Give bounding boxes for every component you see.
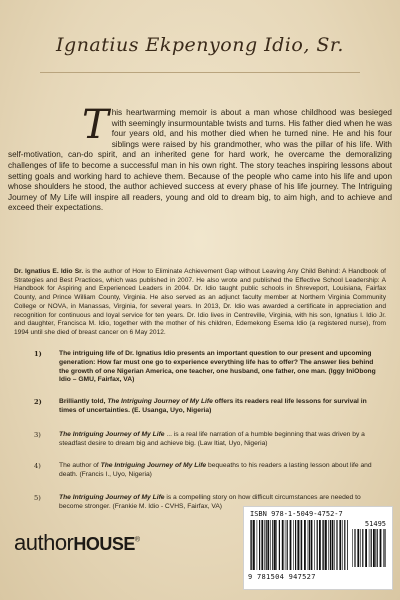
endorsement-number: 5)	[34, 493, 41, 502]
endorsement-text: ... is a real life narration of a humble beginning that was driven by a steadfast desire to dream big and achieve big. (Law Itiat, Uyo, Nigeria)	[59, 430, 365, 447]
endorsement-text: offers its readers real life lessons for survival in times of uncertainties. (E. Usanga, Uyo, Nigeria)	[59, 398, 367, 414]
endorsement-number: 3)	[34, 430, 41, 439]
ean-digits: 9 781504 947527	[248, 573, 316, 581]
logo-author-word: author	[14, 530, 74, 555]
endorsement-item	[14, 431, 382, 449]
price-code: 51495	[364, 520, 386, 528]
endorsement-item	[14, 350, 382, 385]
book-title: The Intriguing Journey of My Life	[59, 430, 165, 438]
endorsement-text: bequeaths to his readers a lasting lesson about life and death. (Francis I., Uyo, Nigeria)	[59, 462, 372, 479]
logo-house-word: HOUSE	[73, 534, 135, 554]
bio-text: is the author of How to Eliminate Achievement Gap without Leaving Any Child Behind: A Handbook of Strategies and Best Practices, which was published in 2007. He also wrote and published the Effective School Leadership: A Handbook for Aspiring and Experienced Leaders in 2004. Dr. Idio taught public schools in Shreveport, Louisiana, Fairfax County, and Prince William County, Virginia. He also served as an adjunct faculty member at Northern Virginia Community College or NOVA, in Manassas, Virginia, for several years. In 2013, Dr. Idio was awarded a certificate in appreciation and recognition for continuous and loyal service for ten years. Dr. Idio lives in Centreville, Virginia, with his son, Ignatius I. Idio Jr. and daughter, Francisca M. Idio, together with the mother of his children, Edemekong Esema Idio (a registered nurse), from 1994 until she died of breast cancer on 6 May 2012.	[14, 268, 386, 336]
endorsement-list	[14, 350, 382, 512]
author-bio	[14, 268, 386, 338]
isbn-barcode	[243, 506, 393, 590]
book-title: The Intriguing Journey of My Life	[59, 493, 165, 501]
author-name: Ignatius Ekpenyong Idio, Sr.	[56, 34, 344, 56]
endorsement-number: 4)	[34, 462, 41, 471]
logo-trademark: ®	[134, 536, 140, 544]
endorsement-item	[14, 462, 382, 480]
divider	[40, 72, 360, 73]
endorsement-number: 2)	[34, 398, 42, 407]
book-title: The Intriguing Journey of My Life	[100, 462, 207, 470]
endorsement-number: 1)	[34, 350, 42, 358]
endorsement-item	[14, 398, 382, 416]
drop-cap: T	[82, 102, 109, 148]
isbn-label: ISBN 978-1-5049-4752-7	[250, 510, 343, 518]
endorsement-text: is a compelling story on how difficult circumstances are needed to become stronger. (Frankie M. Idio - CVHS, Fairfax, VA)	[59, 493, 361, 510]
book-title: The Intriguing Journey of My Life	[107, 398, 213, 406]
bio-author-name: Dr. Ignatius E. Idio Sr.	[14, 268, 84, 275]
ean-barcode-bars	[250, 520, 348, 570]
endorsement-lead: Brilliantly told,	[59, 398, 108, 406]
blurb-text: his heartwarming memoir is about a man whose childhood was besieged with seemingly insurmountable twists and turns. His father died when he was four years old, and his mother died when he turned nine. He and his four siblings were raised by his grandmother, who was the pillar of his life. With self-motivation, can-do spirit, and an inherited gene for hard work, he overcame the demoralizing challenges of life to become a successful man in his own right. The story teaches inspiring lessons about setting goals and working hard to achieve them. Because of the people who came into his life and upon whose shoulders he stood, the author achieved success at every phase of his life journey. The Intriguing Journey of My Life will inspire all readers, young and old to dream big, to aim high, and to achieve and exceed their expectations.	[8, 108, 392, 213]
addon-barcode-bars	[352, 529, 386, 567]
endorsement-lead: The author of	[59, 462, 101, 470]
publisher-logo	[14, 530, 140, 556]
back-cover-blurb	[8, 102, 392, 214]
endorsement-text: The intriguing life of Dr. Ignatius Idio presents an important question to our present and upcoming generation: How far must one go to experience everything life has to offer? The answer lies behind the growth of one Nigerian America, one teacher, one husband, one father, one man. (Iggy IniObong Idio – GMU, Fairfax, VA)	[59, 350, 376, 384]
